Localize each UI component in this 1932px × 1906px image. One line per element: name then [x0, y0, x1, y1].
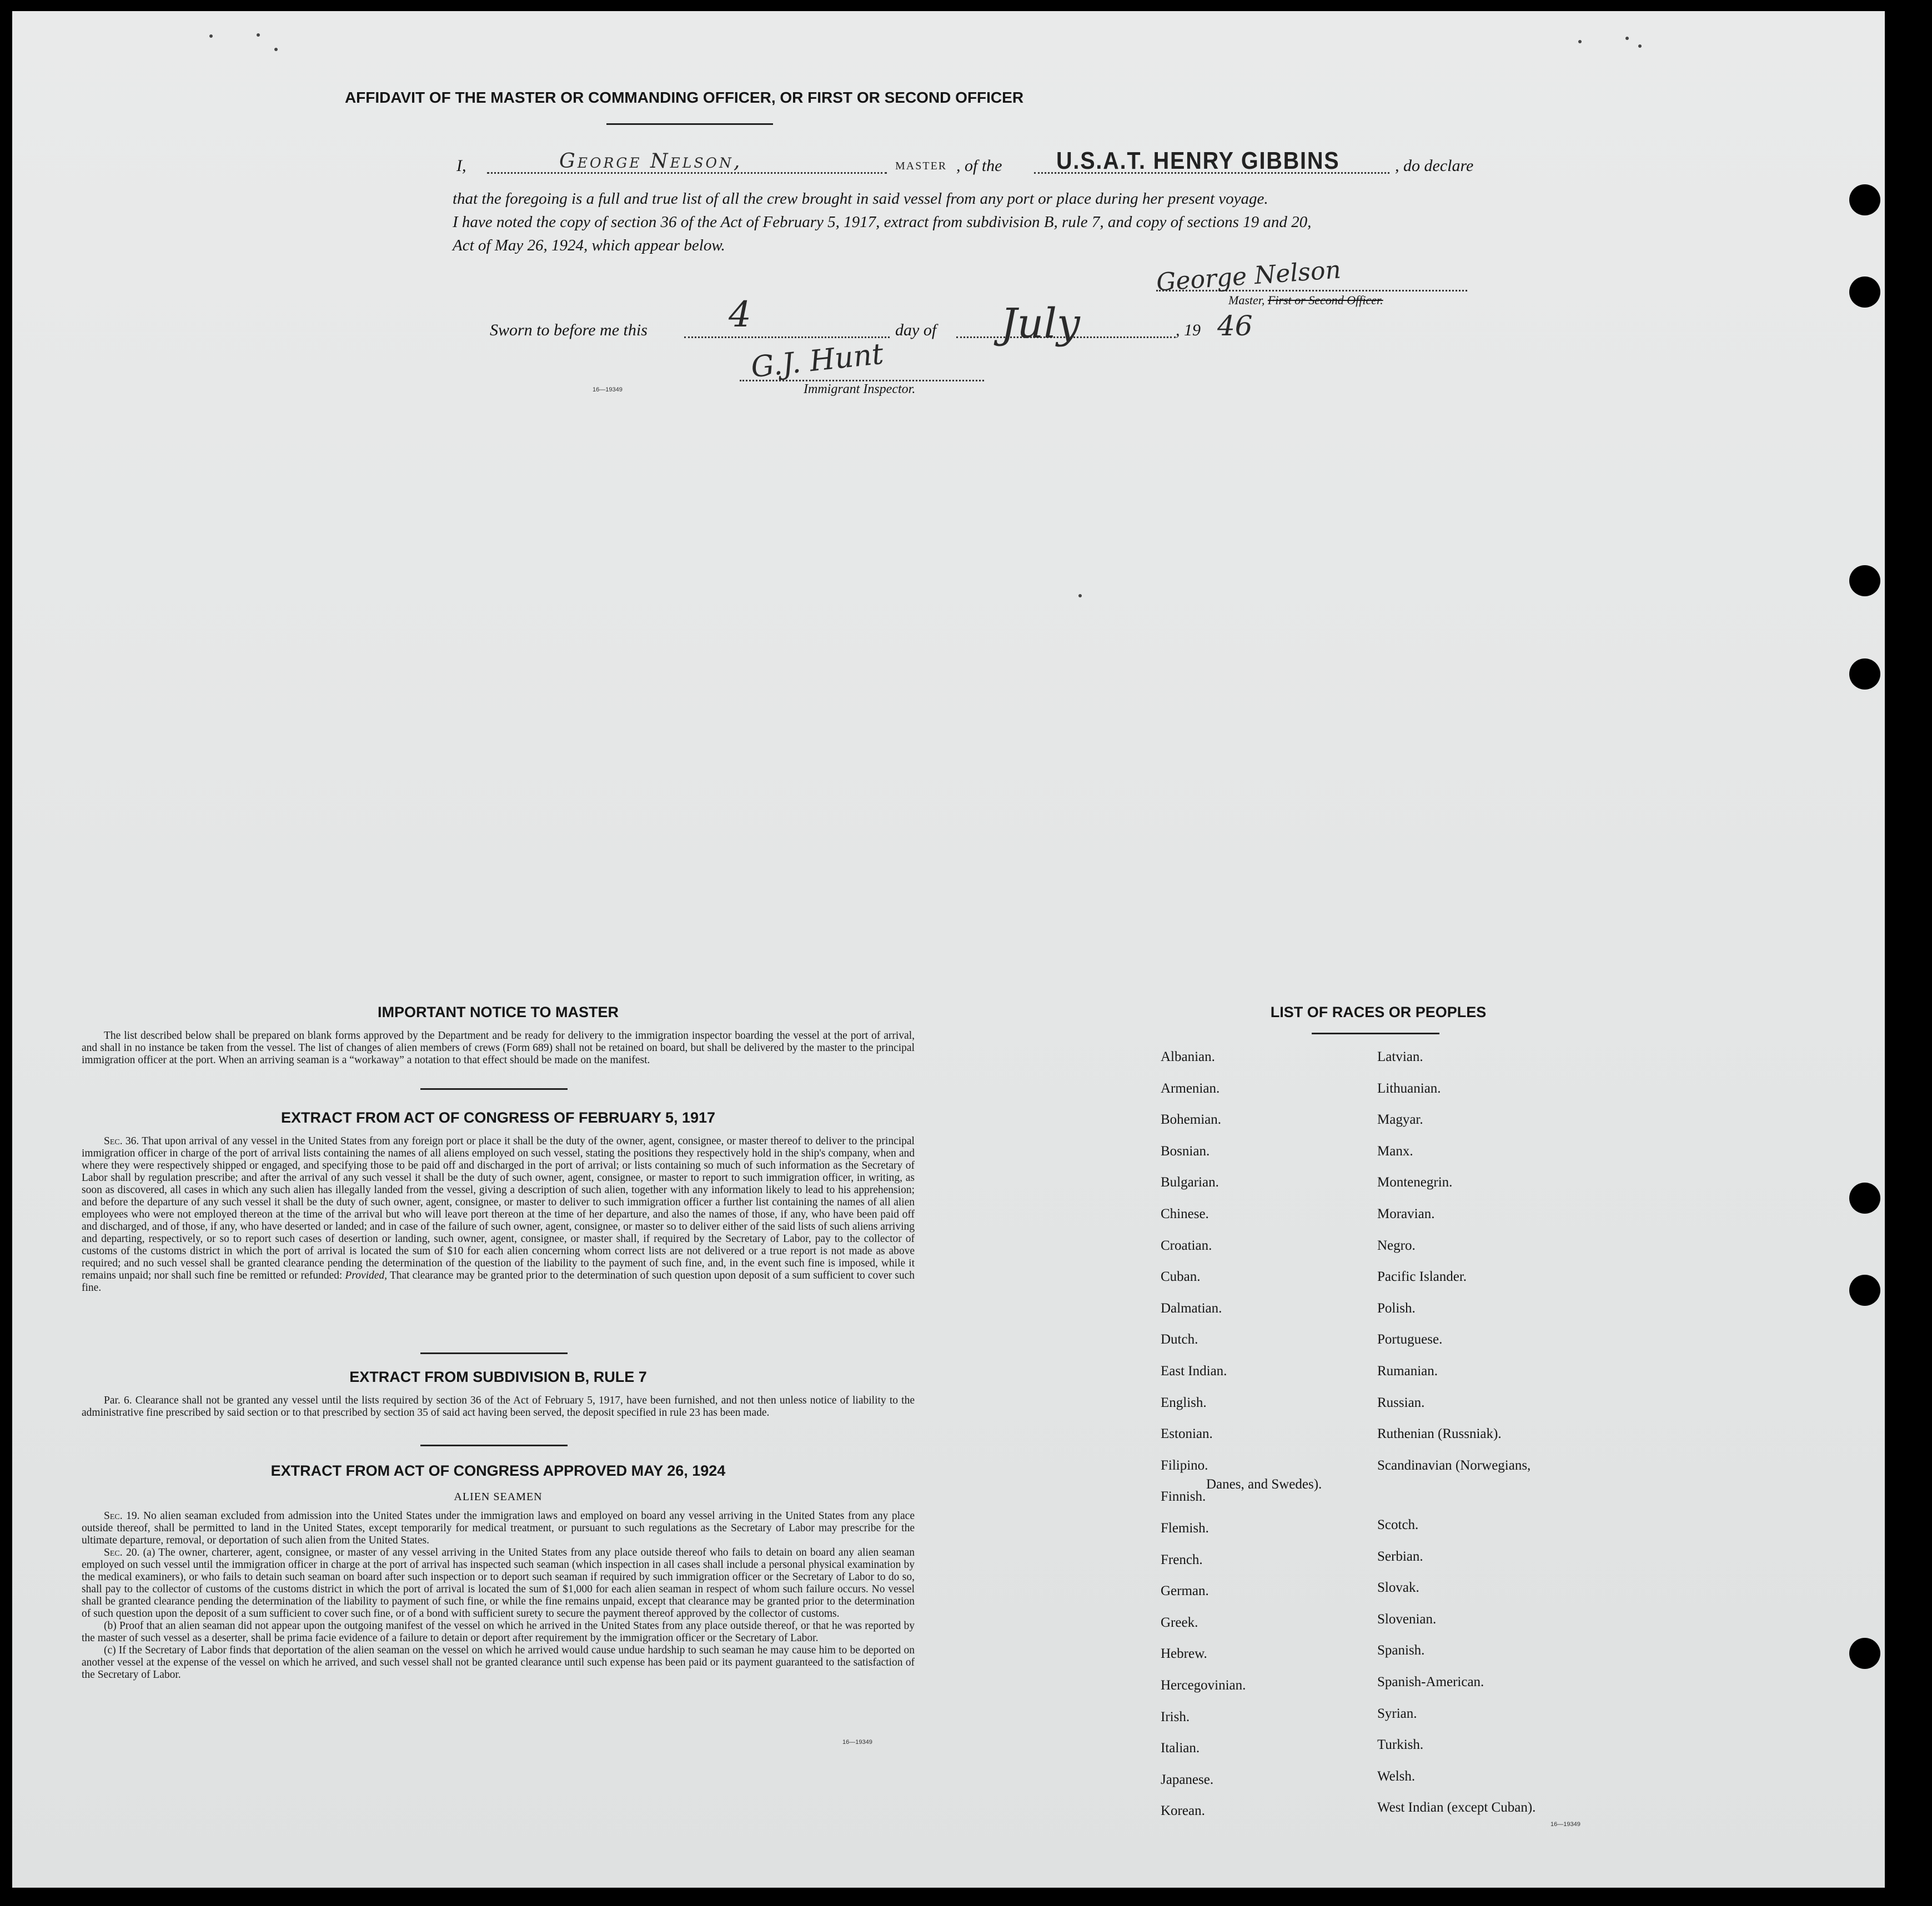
rank-stamp: MASTER [895, 160, 947, 172]
year-suffix: 46 [1217, 310, 1253, 342]
race-item: Polish. [1377, 1300, 1416, 1316]
race-item: English. [1161, 1395, 1207, 1410]
race-item: Spanish. [1377, 1643, 1425, 1658]
race-item: French. [1161, 1552, 1203, 1567]
punch-hole [1849, 1183, 1880, 1214]
race-item: Croatian. [1161, 1238, 1212, 1253]
affidavit-i-label: I, [456, 157, 466, 175]
race-item: Pacific Islander. [1377, 1269, 1467, 1285]
race-item: Bulgarian. [1161, 1175, 1219, 1190]
race-item: Manx. [1377, 1143, 1413, 1159]
race-item: Scandinavian (Norwegians, [1377, 1457, 1531, 1473]
form-number: 16—19349 [842, 1739, 872, 1746]
race-item: Negro. [1377, 1238, 1416, 1253]
notice-title: IMPORTANT NOTICE TO MASTER [378, 1004, 619, 1020]
document-page [12, 11, 1885, 1888]
race-item: Latvian. [1377, 1049, 1423, 1064]
inspector-signature: G.J. Hunt [749, 337, 885, 385]
signature-caption [1228, 293, 1383, 308]
race-item: Hercegovinian. [1161, 1678, 1246, 1693]
race-item: German. [1161, 1583, 1209, 1599]
race-item: Magyar. [1377, 1112, 1423, 1128]
rule7-body [82, 1395, 915, 1419]
race-item: Irish. [1161, 1709, 1190, 1724]
section-rule [420, 1352, 568, 1354]
race-item: Italian. [1161, 1741, 1200, 1756]
race-item: Bohemian. [1161, 1112, 1222, 1128]
affidavit-line-3: I have noted the copy of section 36 of the Act of February 5, 1917, extract from subdivision B, rule 7, and copy of sections 19 and 20, [453, 213, 1312, 231]
race-item: Hebrew. [1161, 1646, 1207, 1662]
rule7-text: Par. 6. Clearance shall not be granted any vessel until the lists required by section 36 of the Act of February 5, 1917, have been furnished, and not then unless notice of liability to the administrative fine prescribed by said section or to that prescribed by section 35 of said act having been served, the deposit specified in rule 23 has been made. [82, 1395, 915, 1419]
day-of-label: day of [895, 321, 937, 339]
race-item: Estonian. [1161, 1426, 1213, 1442]
sec-20a-text: (a) The owner, charterer, agent, consignee, or master of any vessel arriving in the United States from any place outside thereof who fails to detain on board any alien seaman employed on such vessel until the immigration officer in charge at the port of arrival has inspected such seaman (which inspection in all cases shall include a personal physical examination by the medical examiners), or who fails to detain such seaman on board after such inspection or to deport such seaman if required by such immigration officer or the Secretary of Labor to do so, shall pay to the collector of customs of the customs district in which the port of arrival is located the sum of $1,000 for each alien seaman in respect of whom such failure occurs. No vessel shall be granted clearance pending the determination of the liability to payment of such fine, or while the fine remains unpaid, except that clearance may be granted prior to the determination of such question upon the deposit of a sum sufficient to cover such fine, or of a bond with sufficient surety to secure the payment thereof approved by the collector of customs. [82, 1547, 915, 1620]
race-item: Cuban. [1161, 1269, 1201, 1285]
race-item: Portuguese. [1377, 1332, 1443, 1347]
race-item: Flemish. [1161, 1521, 1209, 1536]
year-prefix: , 19 [1176, 321, 1201, 339]
race-item: Serbian. [1377, 1548, 1423, 1564]
officer-name: George Nelson, [559, 150, 742, 173]
extract-1924-title: EXTRACT FROM ACT OF CONGRESS APPROVED MAY 26, 1924 [270, 1462, 726, 1479]
dust-speck [1578, 40, 1582, 43]
dust-speck [1078, 594, 1082, 597]
dust-speck [1638, 44, 1642, 48]
master-signature: George Nelson [1155, 255, 1342, 297]
race-item: Japanese. [1161, 1772, 1214, 1787]
signature-caption-master: Master, [1228, 293, 1268, 307]
sec-36-text: That upon arrival of any vessel in the United States from any foreign port or place it shall be the duty of the owner, agent, consignee, or master thereof to deliver to the principal immigration officer in charge of the port of arrival lists containing the names of all aliens employed on such vessel, stating the positions they respectively hold in the ship's company, when and where they were respectively shipped or engaged, and specifying those to be paid off and discharged in the port of arrival; or lists containing so much of such information as the Secretary of Labor shall by regulation prescribe; and after the arrival of any such vessel it shall be the duty of such owner, agent, consignee, or master to report to such immigration officer, in writing, as soon as discovered, all cases in which any such alien has illegally landed from the vessel, giving a description of such alien, together with any information likely to lead to his apprehension; and before the departure of any such vessel it shall be the duty of such owner, agent, consignee, or master to deliver to such immigration officer a further list containing the names of all alien employees who were not employed thereon at the time of the arrival but who will leave port thereon at the time of her departure, and also the names of those, if any, who have been paid off and discharged, and of those, if any, who have deserted or landed; and in case of the failure of such owner, agent, consignee, or master so to deliver either of the said lists of such aliens arriving and departing, respectively, or so to report such cases of desertion or landing, such owner, agent, consignee, or master shall, if required by the Secretary of Labor, pay to the collector of customs of the customs district in which the port of arrival is located the sum of $10 for each alien concerning whom correct lists are not delivered or a true report is not made as above required; and no such vessel shall be granted clearance pending the determination of the question of the liability to the payment of such fine, and, in the event such fine is imposed, while it remains unpaid; nor shall such fine be remitted or refunded: [82, 1135, 915, 1281]
race-item: Finnish. [1161, 1489, 1206, 1505]
race-item: Slovak. [1377, 1580, 1419, 1596]
race-item: Albanian. [1161, 1049, 1215, 1064]
extract-1924-body [82, 1510, 915, 1681]
dust-speck [1625, 37, 1629, 40]
form-number: 16—19349 [593, 386, 623, 393]
punch-hole [1849, 184, 1880, 215]
race-item: Moravian. [1377, 1206, 1435, 1221]
sworn-month: July [1001, 300, 1080, 348]
dust-speck [209, 34, 213, 38]
provided-label: Provided, [345, 1270, 388, 1281]
race-item: West Indian (except Cuban). [1377, 1800, 1536, 1816]
inspector-caption: Immigrant Inspector. [804, 382, 916, 396]
notice-text: The list described below shall be prepared on blank forms approved by the Department and be ready for delivery to the immigration inspector boarding the vessel at the port of arrival, and shall in no instance be taken from the vessel. The list of changes of alien members of crews (Form 689) shall not be retained on board, but shall be delivered by the master to the principal immigration officer at the port. When an arriving seaman is a “workaway” a notation to that effect should be made on the manifest. [82, 1030, 915, 1066]
affidavit-title: AFFIDAVIT OF THE MASTER OR COMMANDING OFFICER, OR FIRST OR SECOND OFFICER [344, 89, 1024, 106]
race-item: Slovenian. [1377, 1611, 1437, 1627]
sec-36-label: Sec. 36. [104, 1135, 139, 1147]
race-item: Scotch. [1377, 1517, 1419, 1532]
vessel-name: U.S.A.T. HENRY GIBBINS [1056, 147, 1340, 174]
race-item: Montenegrin. [1377, 1175, 1453, 1190]
sec-20-label: Sec. 20. [104, 1547, 140, 1558]
of-the-label: , of the [956, 157, 1002, 175]
race-item: Korean. [1161, 1803, 1205, 1819]
section-rule [420, 1088, 568, 1090]
sec-19-text: No alien seaman excluded from admission into the United States under the immigration laws and employed on board any vessel arriving in the United States from any place outside thereof, shall be permitted to land in the United States, except temporarily for medical treatment, or pursuant to such regulations as the Secretary of Labor may prescribe for the ultimate departure, removal, or deportation of such alien from the United States. [82, 1510, 915, 1546]
race-item: Chinese. [1161, 1206, 1209, 1221]
dust-speck [257, 33, 260, 37]
races-rule [1312, 1033, 1439, 1034]
extract-1917-body [82, 1135, 915, 1294]
race-item: Ruthenian (Russniak). [1377, 1426, 1502, 1442]
race-item: Turkish. [1377, 1737, 1424, 1753]
punch-hole [1849, 1638, 1880, 1669]
race-item: East Indian. [1161, 1364, 1227, 1379]
declare-label: , do declare [1395, 157, 1474, 175]
sec-20c-text: (c) If the Secretary of Labor finds that deportation of the alien seaman on the vessel on which he arrived would cause undue hardship to such seaman he may cause him to be deported on another vessel at the expense of the vessel on which he arrived, and such vessel shall not be granted clearance until such expense has been paid or its payment guaranteed to the satisfaction of the Secretary of Labor. [82, 1645, 915, 1681]
sworn-label: Sworn to before me this [490, 321, 648, 339]
rule7-title: EXTRACT FROM SUBDIVISION B, RULE 7 [349, 1369, 647, 1385]
notice-body [82, 1030, 915, 1067]
race-item: Bosnian. [1161, 1143, 1210, 1159]
race-item: Armenian. [1161, 1080, 1220, 1096]
punch-hole [1849, 276, 1880, 308]
extract-1917-title: EXTRACT FROM ACT OF CONGRESS OF FEBRUARY 5, 1917 [280, 1109, 716, 1126]
race-item: Welsh. [1377, 1768, 1416, 1784]
sec-36-text-end: That clearance may be granted prior to the determination of such question upon deposit of a sum sufficient to cover such fine. [82, 1270, 915, 1294]
section-rule [420, 1445, 568, 1446]
affidavit-line-2: that the foregoing is a full and true list of all the crew brought in said vessel from any port or place during her present voyage. [453, 190, 1268, 208]
alien-seamen-subtitle: ALIEN SEAMEN [454, 1491, 543, 1503]
sworn-day: 4 [729, 294, 751, 335]
race-item: Filipino. [1161, 1457, 1208, 1473]
race-item: Russian. [1377, 1395, 1425, 1410]
race-item: Lithuanian. [1377, 1080, 1441, 1096]
race-item: Dutch. [1161, 1332, 1198, 1347]
race-item: Danes, and Swedes). [1206, 1476, 1322, 1492]
day-line [684, 336, 890, 338]
races-title: LIST OF RACES OR PEOPLES [1270, 1004, 1487, 1020]
punch-hole [1849, 1275, 1880, 1306]
title-rule [606, 123, 773, 125]
race-item: Spanish-American. [1377, 1674, 1484, 1689]
sec-20b-text: (b) Proof that an alien seaman did not appear upon the outgoing manifest of the vessel on which he arrived in the United States from any place outside thereof, or that he was reported by the master of such vessel as a deserter, shall be prima facie evidence of a failure to detain or deport after requirement by the immigration officer or the Secretary of Labor. [82, 1620, 915, 1644]
dust-speck [274, 48, 278, 51]
race-item: Dalmatian. [1161, 1300, 1222, 1316]
sec-19-label: Sec. 19. [104, 1510, 140, 1522]
race-item: Rumanian. [1377, 1364, 1438, 1379]
form-number: 16—19349 [1550, 1821, 1580, 1828]
punch-hole [1849, 565, 1880, 596]
race-item: Syrian. [1377, 1706, 1417, 1721]
race-item: Greek. [1161, 1615, 1198, 1630]
signature-caption-struck: First or Second Officer. [1267, 293, 1383, 307]
affidavit-line-4: Act of May 26, 1924, which appear below. [453, 237, 725, 254]
punch-hole [1849, 658, 1880, 690]
